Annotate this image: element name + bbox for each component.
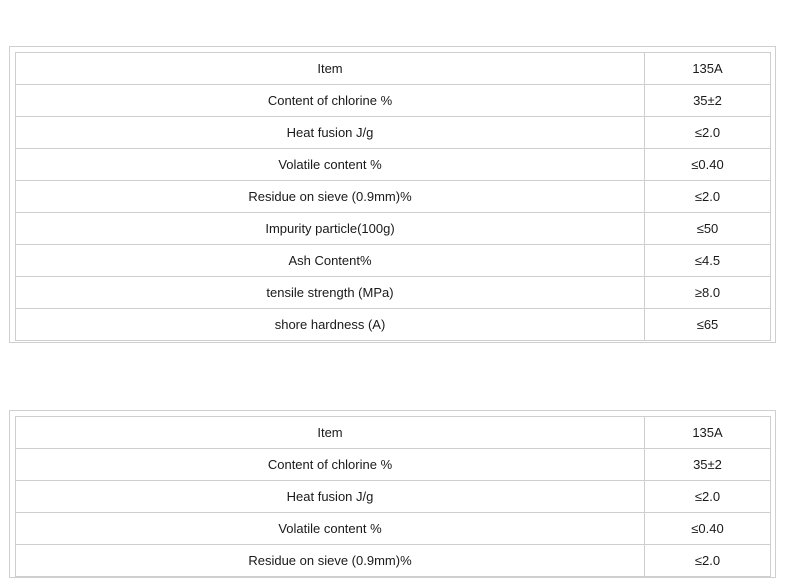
value-cell: ≤0.40 <box>645 513 771 545</box>
value-cell: ≤0.40 <box>645 149 771 181</box>
item-cell: Residue on sieve (0.9mm)% <box>16 545 645 577</box>
item-cell: Impurity particle(100g) <box>16 213 645 245</box>
value-cell: ≤50 <box>645 213 771 245</box>
table-header-row <box>16 417 771 449</box>
table-header-row <box>16 53 771 85</box>
table-row <box>16 245 771 277</box>
item-cell: shore hardness (A) <box>16 309 645 341</box>
table-row <box>16 545 771 577</box>
item-cell: Residue on sieve (0.9mm)% <box>16 181 645 213</box>
value-cell: ≤2.0 <box>645 545 771 577</box>
table-row <box>16 213 771 245</box>
value-cell: 35±2 <box>645 449 771 481</box>
spec-table-frame-1 <box>9 46 776 343</box>
value-cell: ≤2.0 <box>645 117 771 149</box>
value-cell: 35±2 <box>645 85 771 117</box>
spec-table-1 <box>15 52 771 341</box>
item-cell: Content of chlorine % <box>16 449 645 481</box>
item-cell: Volatile content % <box>16 149 645 181</box>
item-cell: tensile strength (MPa) <box>16 277 645 309</box>
spec-table-frame-2 <box>9 410 776 578</box>
value-cell: ≤4.5 <box>645 245 771 277</box>
header-grade-cell: 135A <box>645 417 771 449</box>
table-row <box>16 181 771 213</box>
item-cell: Heat fusion J/g <box>16 481 645 513</box>
value-cell: ≤2.0 <box>645 181 771 213</box>
spec-table-2 <box>15 416 771 577</box>
table-row <box>16 117 771 149</box>
table-row <box>16 149 771 181</box>
item-cell: Ash Content% <box>16 245 645 277</box>
value-cell: ≤65 <box>645 309 771 341</box>
table-row <box>16 513 771 545</box>
table-row <box>16 481 771 513</box>
header-grade-cell: 135A <box>645 53 771 85</box>
item-cell: Content of chlorine % <box>16 85 645 117</box>
table-row <box>16 309 771 341</box>
value-cell: ≤2.0 <box>645 481 771 513</box>
item-cell: Volatile content % <box>16 513 645 545</box>
table-row <box>16 85 771 117</box>
header-item-cell: Item <box>16 53 645 85</box>
table-row <box>16 449 771 481</box>
value-cell: ≥8.0 <box>645 277 771 309</box>
header-item-cell: Item <box>16 417 645 449</box>
item-cell: Heat fusion J/g <box>16 117 645 149</box>
table-row <box>16 277 771 309</box>
